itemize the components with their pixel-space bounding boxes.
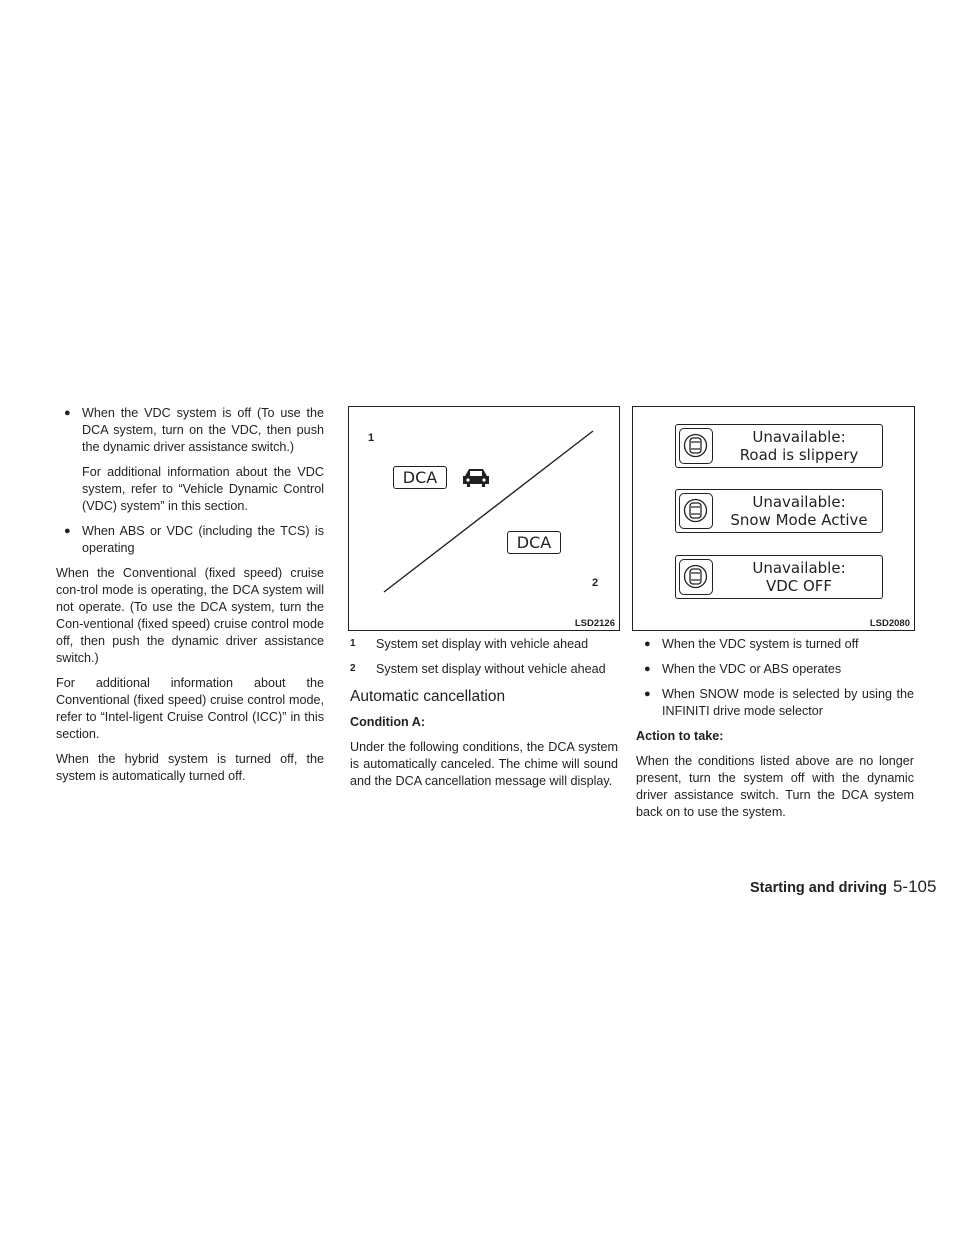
bullet-item [636,636,914,653]
dca-display-figure [348,406,620,631]
marker-2: 2 [592,577,599,589]
page-footer [750,877,936,897]
bullet-text: When SNOW mode is selected by using the INFINITI drive mode selector [662,687,914,718]
caption-number: 2 [350,663,356,674]
bullet-text: When the VDC or ABS operates [662,662,842,676]
bullet-text: When the VDC system is turned off [662,637,859,651]
cancellation-messages-figure [632,406,915,631]
message-line2: Road is slippery [739,446,859,464]
message-line2: VDC OFF [765,577,833,595]
left-column [56,405,324,793]
figure-code: LSD2080 [869,618,910,629]
dca-warning-icon [679,559,713,595]
paragraph: When the Conventional (fixed speed) cruise con-trol mode is operating, the DCA system will not operate. (To use the DCA system, turn the Con-ventional (fixed speed) cruise control mode off, then push the dynamic driver assistance switch.) [56,566,324,665]
vehicle-ahead-icon [461,466,491,488]
message-snow-mode [675,489,883,533]
marker-1: 1 [368,432,375,444]
bullet-item [636,661,914,678]
bullet-dot: ● [64,525,71,537]
bullet-dot: ● [644,688,651,700]
caption-2 [350,661,618,678]
dca-warning-icon [679,428,713,464]
condition-label: Condition A: [350,715,426,729]
paragraph: Under the following conditions, the DCA system is automatically canceled. The chime will sound and the DCA cancellation message will display. [350,740,618,788]
message-line1: Unavailable: [752,428,846,446]
page-number: 5-105 [892,877,937,896]
paragraph: When the conditions listed above are no longer present, turn the system off with the dynamic driver assistance switch. Turn the DCA system back on to use the system. [636,754,914,819]
bullet-dot: ● [644,638,651,650]
paragraph: For additional information about the Conventional (fixed speed) cruise control mode, refer to “Intel-ligent Cruise Control (ICC)” in this section. [56,676,324,741]
bullet-dot: ● [64,407,71,419]
dca-warning-icon [679,493,713,529]
caption-1 [350,636,618,653]
diagonal-line [349,407,621,632]
action-label: Action to take: [636,729,724,743]
figure-code: LSD2126 [574,618,615,629]
bullet-abs-vdc [56,523,324,557]
section-title: Starting and driving [750,880,887,896]
caption-text: System set display with vehicle ahead [376,637,589,651]
bullet-item [636,686,914,720]
caption-text: System set display without vehicle ahead [376,662,606,676]
section-heading: Automatic cancellation [350,688,506,705]
bullet-note: For additional information about the VDC system, refer to “Vehicle Dynamic Control (VDC) system” in this section. [82,465,324,513]
bullet-vdc-off [56,405,324,456]
right-column [636,636,914,829]
middle-column [350,636,618,798]
dca-label-bottom: DCA [507,531,561,554]
message-line1: Unavailable: [752,493,846,511]
message-vdc-off [675,555,883,599]
bullet-text: When ABS or VDC (including the TCS) is operating [82,524,324,555]
circle-marker-icon [363,429,385,451]
paragraph: When the hybrid system is turned off, the system is automatically turned off. [56,752,324,783]
caption-number: 1 [350,638,356,649]
message-line1: Unavailable: [752,559,846,577]
message-line2: Snow Mode Active [730,511,868,529]
dca-label-top: DCA [393,466,447,489]
bullet-dot: ● [644,663,651,675]
message-road-slippery [675,424,883,468]
bullet-text: When the VDC system is off (To use the DCA system, turn on the VDC, then push the dynamic driver assistance switch.) [82,406,324,454]
